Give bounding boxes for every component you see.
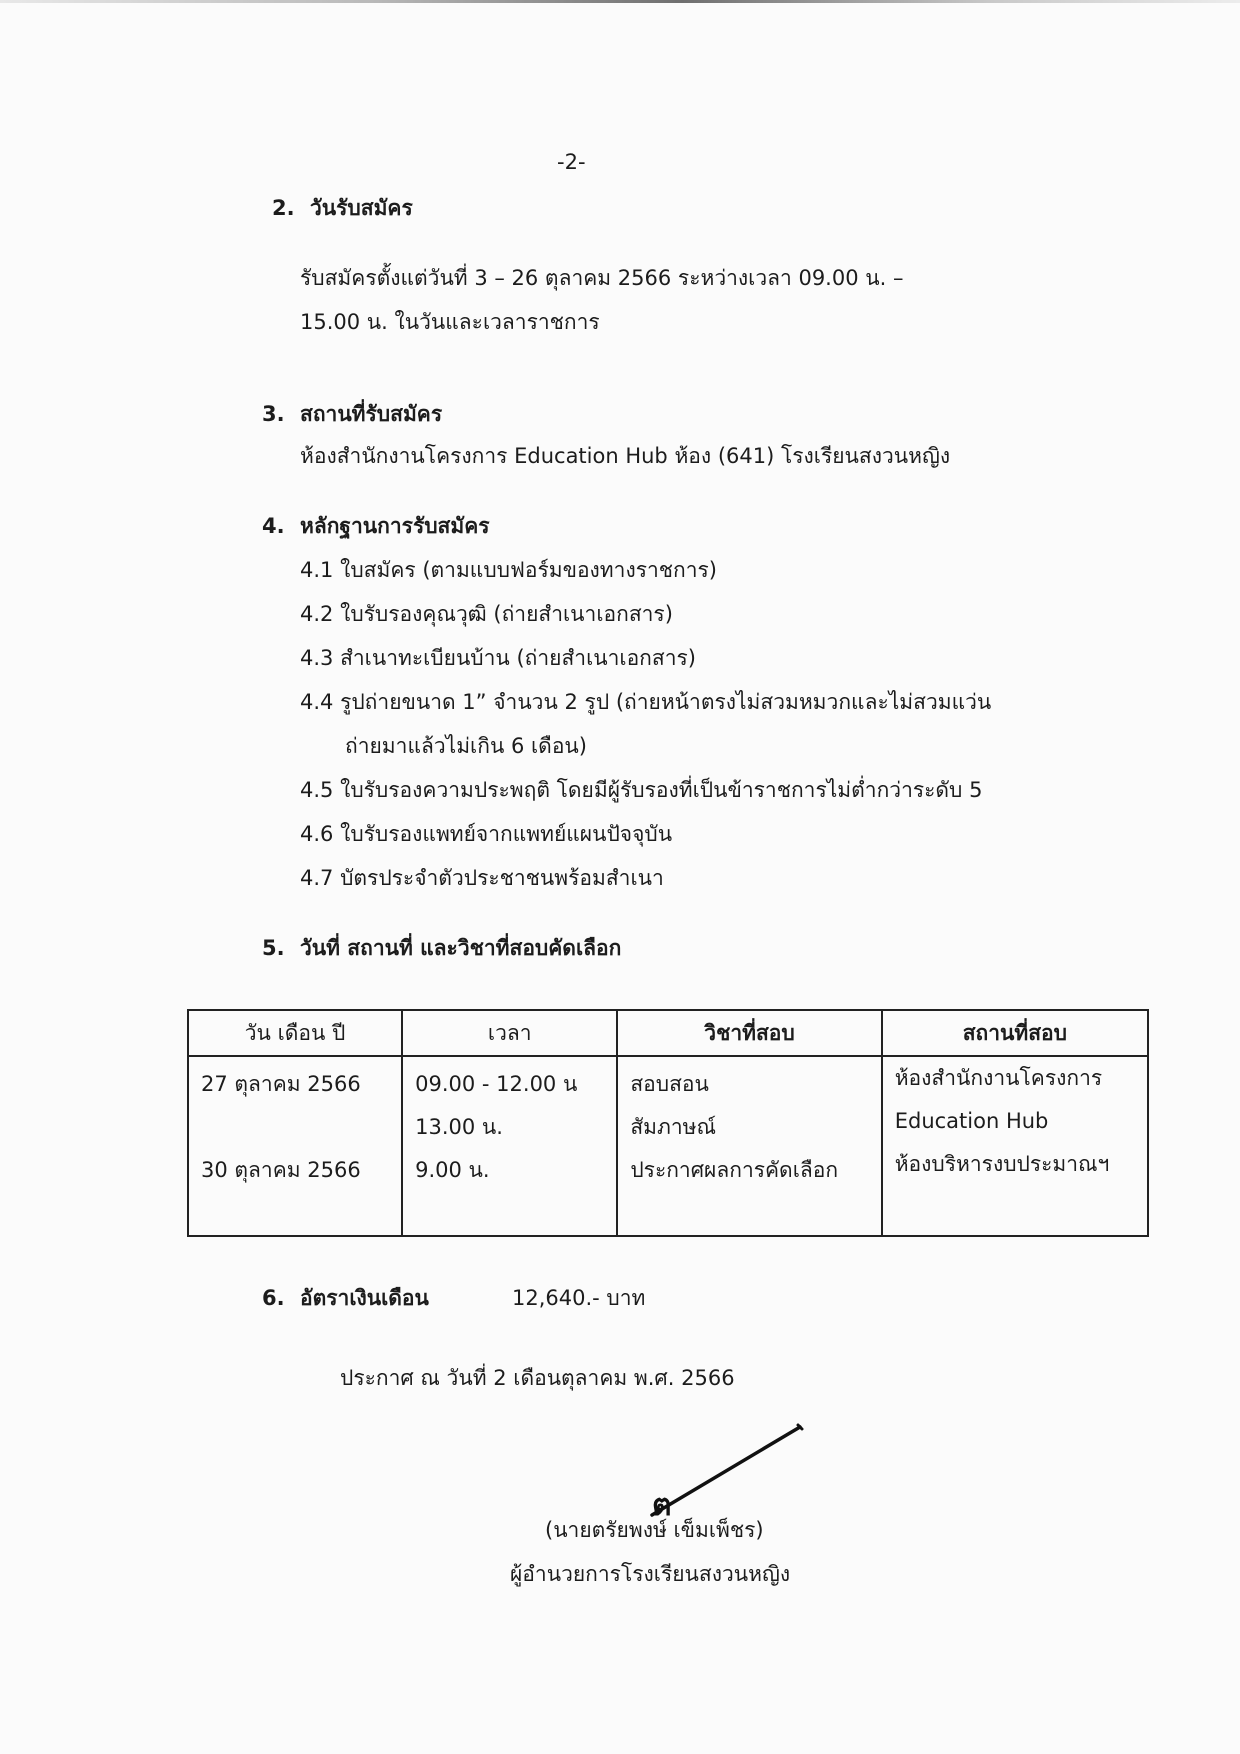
announcement-date: ประกาศ ณ วันที่ 2 เดือนตุลาคม พ.ศ. 2566 bbox=[340, 1366, 735, 1390]
section-6-number: 6. bbox=[262, 1286, 285, 1310]
section-4-item-3: 4.3 สำเนาทะเบียนบ้าน (ถ่ายสำเนาเอกสาร) bbox=[300, 646, 696, 670]
time-3: 9.00 น. bbox=[415, 1158, 490, 1182]
section-4-item-2: 4.2 ใบรับรองคุณวุฒิ (ถ่ายสำเนาเอกสาร) bbox=[300, 602, 673, 626]
header-time: เวลา bbox=[402, 1010, 617, 1056]
header-subject: วิชาที่สอบ bbox=[617, 1010, 881, 1056]
section-3-title: สถานที่รับสมัคร bbox=[300, 402, 443, 426]
section-3-line-1: ห้องสำนักงานโครงการ Education Hub ห้อง (641) โรงเรียนสงวนหญิง bbox=[300, 444, 951, 468]
section-2-number: 2. bbox=[272, 196, 295, 220]
header-venue: สถานที่สอบ bbox=[882, 1010, 1148, 1056]
time-cell bbox=[402, 1056, 617, 1236]
venue-1: ห้องสำนักงานโครงการ bbox=[894, 1066, 1103, 1090]
date-1: 27 ตุลาคม 2566 bbox=[201, 1072, 361, 1096]
section-5-number: 5. bbox=[262, 936, 285, 960]
section-4-number: 4. bbox=[262, 514, 285, 538]
time-2: 13.00 น. bbox=[415, 1115, 503, 1139]
section-2-line-1: รับสมัครตั้งแต่วันที่ 3 – 26 ตุลาคม 2566 ระหว่างเวลา 09.00 น. – bbox=[300, 266, 904, 290]
signature-glyph: ต bbox=[652, 1488, 672, 1523]
subject-1: สอบสอน bbox=[630, 1072, 709, 1096]
section-4-item-5: 4.5 ใบรับรองความประพฤติ โดยมีผู้รับรองที่เป็นข้าราชการไม่ต่ำกว่าระดับ 5 bbox=[300, 778, 983, 802]
venue-2: Education Hub bbox=[894, 1109, 1049, 1133]
section-4-item-1: 4.1 ใบสมัคร (ตามแบบฟอร์มของทางราชการ) bbox=[300, 558, 717, 582]
date-3: 30 ตุลาคม 2566 bbox=[201, 1158, 361, 1182]
section-4-item-7: 4.7 บัตรประจำตัวประชาชนพร้อมสำเนา bbox=[300, 866, 664, 890]
time-1: 09.00 - 12.00 น bbox=[415, 1072, 578, 1096]
section-2-line-2: 15.00 น. ในวันและเวลาราชการ bbox=[300, 310, 600, 334]
section-2-title: วันรับสมัคร bbox=[310, 196, 413, 220]
signature-mark bbox=[640, 1415, 820, 1525]
section-6-heading bbox=[262, 1282, 429, 1315]
subject-cell bbox=[617, 1056, 881, 1236]
section-4-item-6: 4.6 ใบรับรองแพทย์จากแพทย์แผนปัจจุบัน bbox=[300, 822, 673, 846]
salary-value: 12,640.- บาท bbox=[512, 1286, 646, 1310]
section-5-heading bbox=[262, 932, 621, 965]
section-4-heading bbox=[262, 510, 490, 543]
section-4-title: หลักฐานการรับสมัคร bbox=[300, 514, 490, 538]
date-2 bbox=[201, 1106, 389, 1149]
table-header-row bbox=[188, 1010, 1148, 1056]
section-4-item-4-cont: ถ่ายมาแล้วไม่เกิน 6 เดือน) bbox=[345, 734, 587, 758]
venue-3: ห้องบริหารงบประมาณฯ bbox=[894, 1152, 1110, 1176]
subject-3: ประกาศผลการคัดเลือก bbox=[630, 1158, 839, 1182]
section-3-number: 3. bbox=[262, 402, 285, 426]
date-cell bbox=[188, 1056, 402, 1236]
header-date: วัน เดือน ปี bbox=[188, 1010, 402, 1056]
section-2-heading bbox=[272, 192, 413, 225]
section-4-item-4: 4.4 รูปถ่ายขนาด 1” จำนวน 2 รูป (ถ่ายหน้าตรงไม่สวมหมวกและไม่สวมแว่น bbox=[300, 690, 992, 714]
section-3-heading bbox=[262, 398, 442, 431]
section-6-title: อัตราเงินเดือน bbox=[300, 1286, 429, 1310]
section-5-title: วันที่ สถานที่ และวิชาที่สอบคัดเลือก bbox=[300, 936, 622, 960]
venue-cell bbox=[882, 1056, 1148, 1236]
signatory-name: (นายตรัยพงษ์ เข็มเพ็ชร) bbox=[545, 1518, 764, 1542]
exam-schedule-table bbox=[187, 1009, 1149, 1237]
signatory-position: ผู้อำนวยการโรงเรียนสงวนหญิง bbox=[510, 1562, 791, 1586]
table-row bbox=[188, 1056, 1148, 1236]
subject-2: สัมภาษณ์ bbox=[630, 1115, 716, 1139]
page-number: -2- bbox=[557, 150, 586, 174]
scan-top-edge bbox=[0, 0, 1240, 3]
